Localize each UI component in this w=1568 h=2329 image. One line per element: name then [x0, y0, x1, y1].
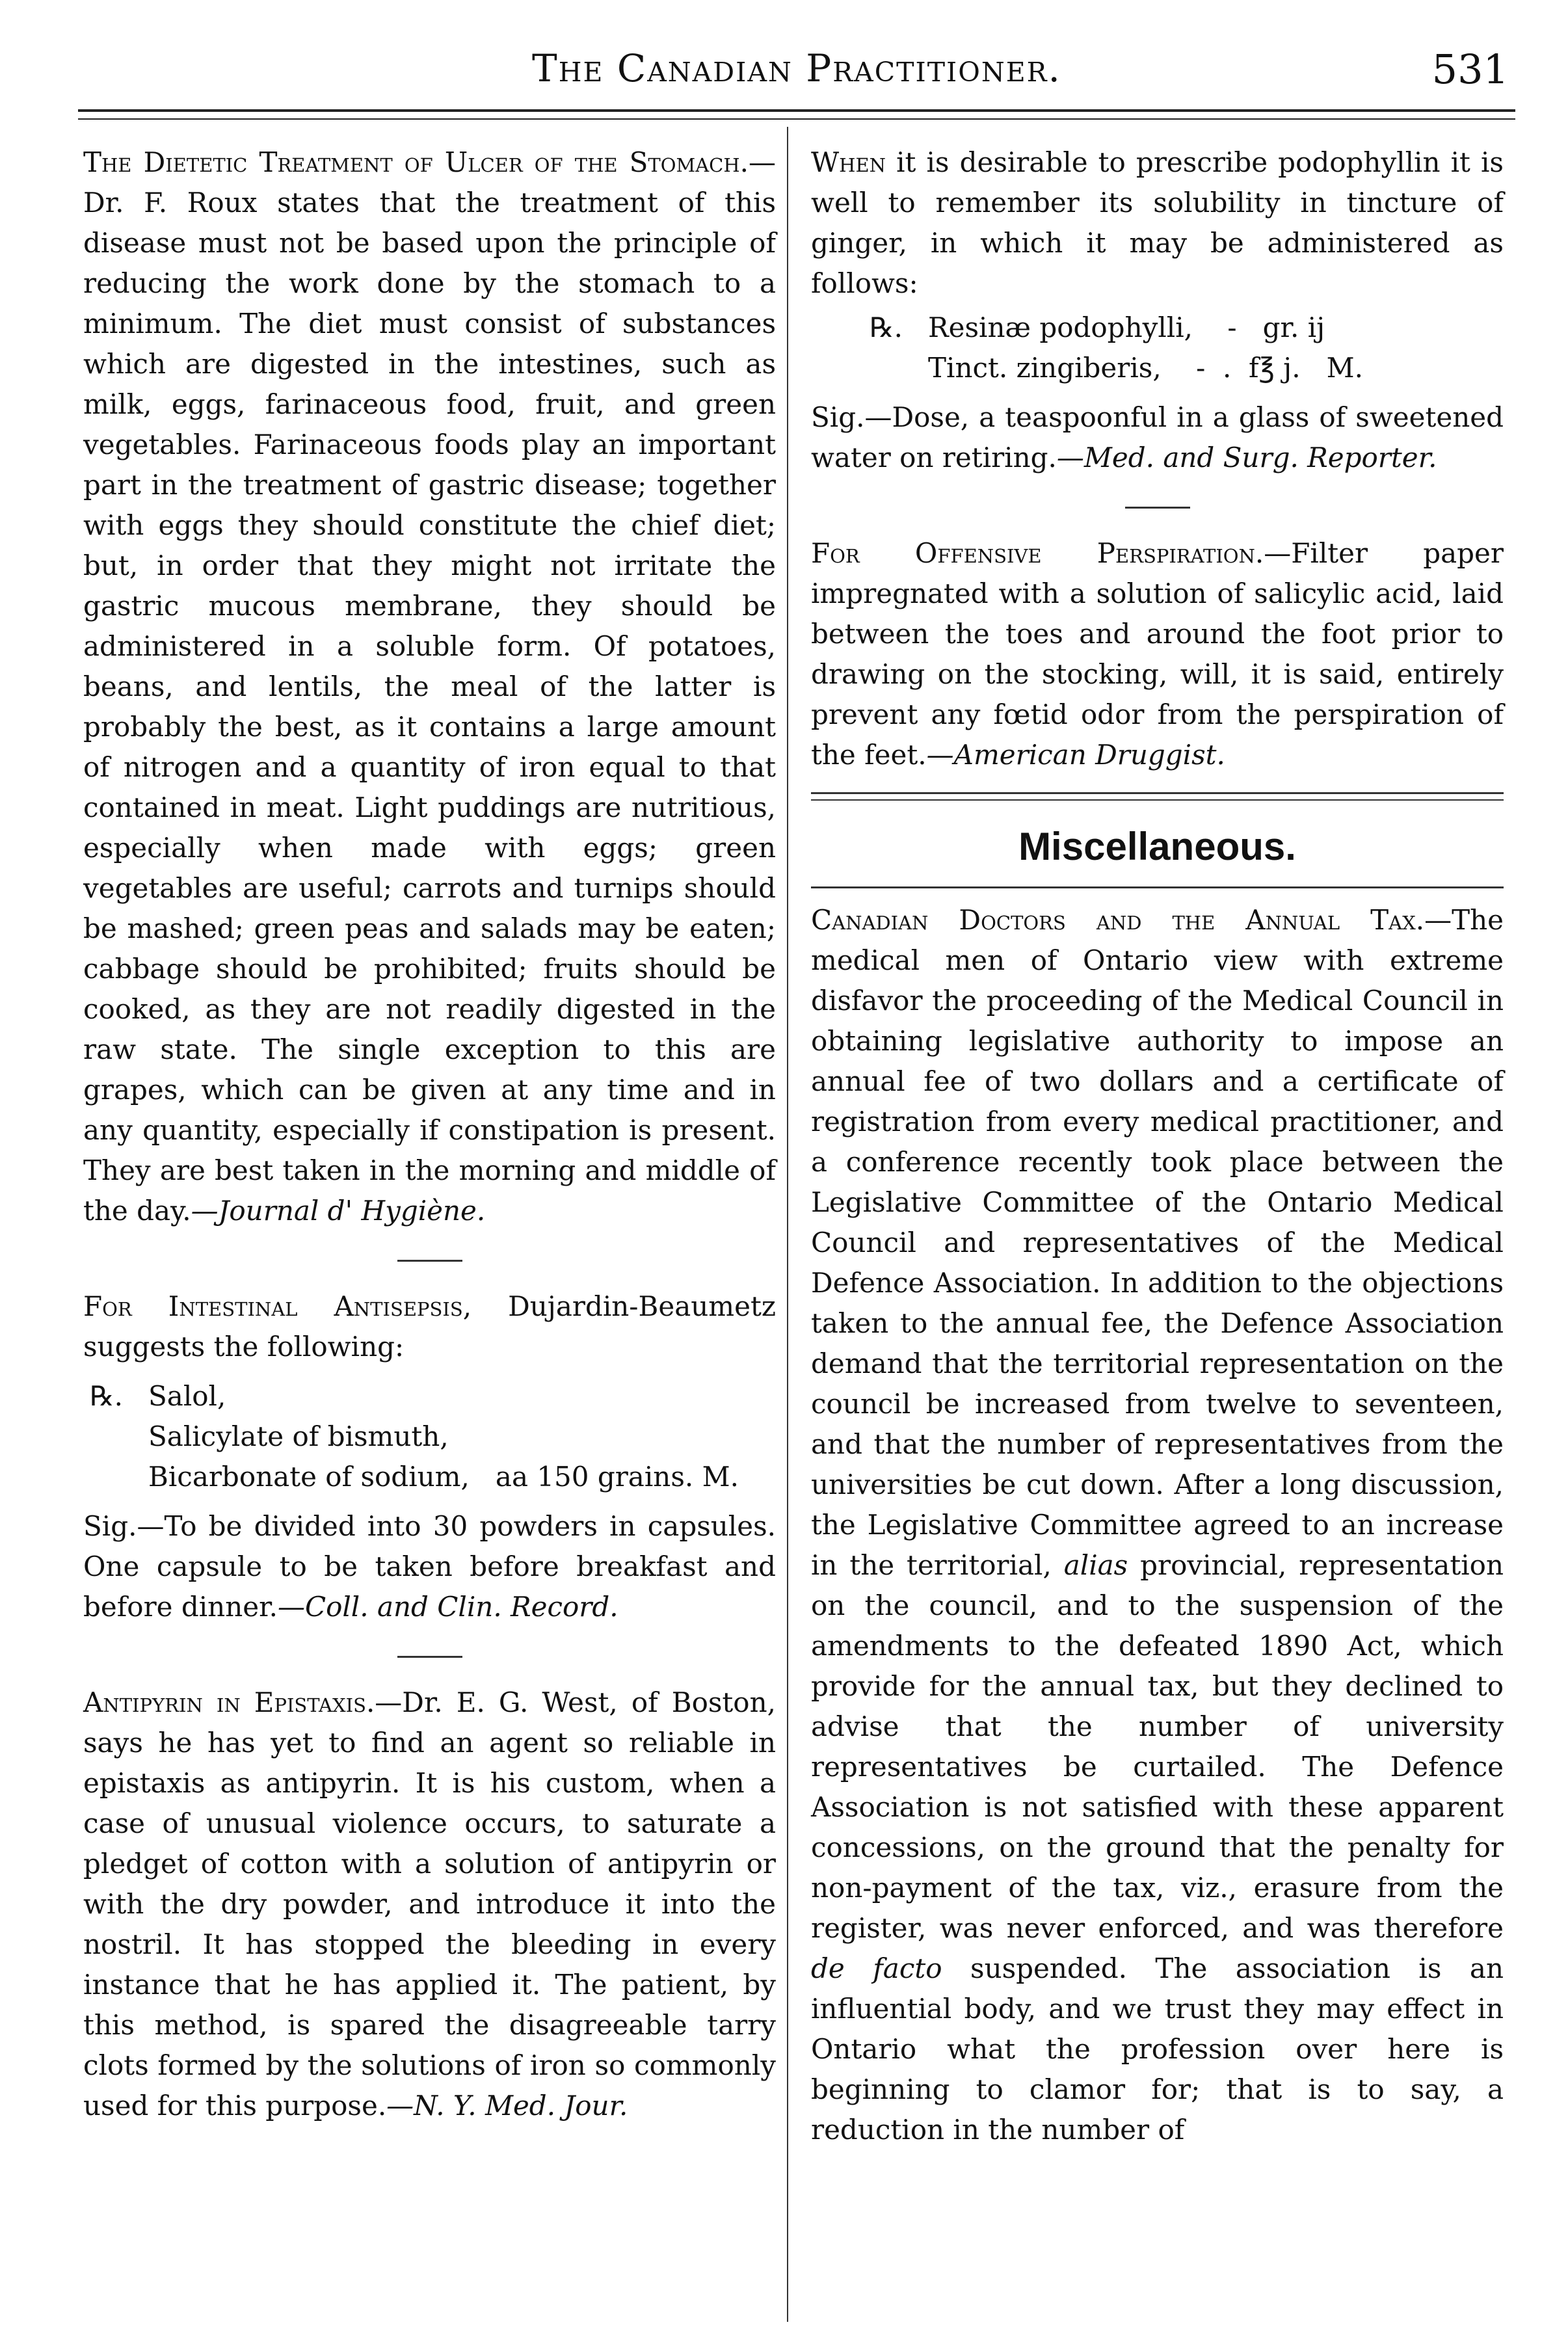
article-ulcer — [83, 142, 776, 1231]
article-body: —The medical men of Ontario view with extreme disfavor the proceeding of the Medical Council in obtaining legislative authority to impose an annual fee of two dollars and a certificate of registration from every medical practitioner, and a conference recently took place between the Legislative Committee of the Ontario Medical Council and representatives of the Medical Defence Association. In addition to the objections taken to the annual fee, the Defence Association demand that the territorial representation on the council be increased from twelve to seventeen, and that the number of representatives from the universities be cut down. After a long discussion, the Legislative Committee agreed to an increase in the territorial, — [811, 904, 1504, 1581]
article-body-continued: provincial, representation on the council, and to the suspension of the amendments to the defeated 1890 Act, which provide for the annual tax, but they declined to advise that the number of university representatives be curtailed. The Defence Association is not satisfied with these apparent concessions, on the ground that the penalty for non-payment of the tax, viz., erasure from the register, was never enforced, and was therefore — [811, 1549, 1504, 1944]
header-rule-thin — [78, 118, 1515, 120]
rx-symbol: ℞. — [90, 1380, 124, 1412]
prescription-line: Tinct. zingiberis, - . f℥ j. M. — [928, 352, 1363, 384]
article-body: it is desirable to prescribe podophyllin it is well to remember its solubility in tincture of ginger, in which it may be administered as follows: — [811, 146, 1504, 299]
section-rule-thin — [811, 799, 1504, 801]
article-podophyllin — [811, 142, 1504, 304]
column-divider — [787, 127, 788, 2322]
article-source: —American Druggist. — [926, 739, 1225, 771]
prescription-directions — [83, 1506, 776, 1627]
article-body: —Dr. E. G. West, of Boston, says he has yet to find an agent so reliable in epistaxis as antipyrin. It is his custom, when a case of unusual violence occurs, to saturate a pledget of cotton with a solution of antipyrin or with the dry powder, and introduce it into the nostril. It has stopped the bleeding in every instance that he has applied it. The patient, by this method, is spared the disagreeable tarry clots formed by the solutions of iron so commonly used for this purpose. — [83, 1686, 776, 2122]
article-heading: When — [811, 146, 886, 178]
header-rule-thick — [78, 109, 1515, 112]
article-heading: For Intestinal Antisepsis, — [83, 1290, 472, 1322]
section-title: Miscellaneous. — [1018, 825, 1296, 868]
running-title: The Canadian Practitioner. — [532, 46, 1061, 90]
italic-term: de facto — [811, 1952, 942, 1984]
italic-term: alias — [1063, 1549, 1128, 1581]
article-antisepsis — [83, 1286, 776, 1367]
article-source: —N. Y. Med. Jour. — [386, 2090, 628, 2122]
article-heading: The Dietetic Treatment of Ulcer of the Stomach. — [83, 146, 749, 178]
section-rule-thick — [811, 792, 1504, 794]
article-heading: Canadian Doctors and the Annual Tax. — [811, 904, 1425, 936]
page-number: 531 — [1431, 46, 1509, 93]
prescription-line: Bicarbonate of sodium, aa 150 grains. M. — [148, 1461, 739, 1493]
article-body-continued: suspended. The association is an influential body, and we trust they may effect in Ontario what the profession over here is beginning to clamor for; that is to say, a reduction in the number of — [811, 1952, 1504, 2146]
separator-rule — [397, 1656, 462, 1658]
prescription-antisepsis — [83, 1376, 776, 1497]
article-heading: For Offensive Perspiration. — [811, 537, 1264, 569]
article-source: —Journal d' Hygiène. — [191, 1195, 486, 1227]
running-head — [78, 33, 1515, 104]
rx-symbol: ℞. — [870, 312, 903, 343]
prescription-line: Salol, — [148, 1380, 226, 1412]
separator-rule — [397, 1260, 462, 1262]
article-source: —Coll. and Clin. Record. — [277, 1591, 618, 1623]
article-body: Dujardin-Beaumetz suggests the following: — [83, 1290, 776, 1363]
prescription-line: Salicylate of bismuth, — [148, 1420, 449, 1452]
section-title-rule — [811, 886, 1504, 888]
separator-rule — [1125, 507, 1190, 509]
article-annual-tax — [811, 900, 1504, 2150]
prescription-line: Resinæ podophylli, - gr. ij — [928, 312, 1325, 343]
left-column — [83, 133, 776, 2126]
sig-text: Sig.—Dose, a teaspoonful in a glass of sweetened water on retiring. — [811, 401, 1504, 473]
article-epistaxis — [83, 1683, 776, 2126]
right-column — [811, 133, 1504, 2150]
article-source: —Med. and Surg. Reporter. — [1056, 442, 1437, 473]
prescription-directions — [811, 397, 1504, 478]
article-body: —Dr. F. Roux states that the treatment of this disease must not be based upon the principle of reducing the work done by the stomach to a minimum. The diet must consist of substances which are digested in the intestines, such as milk, eggs, farinaceous food, fruit, and green vegetables. Farinaceous foods play an important part in the treatment of gastric disease; together with eggs they should constitute the chief diet; but, in order that they might not irritate the gastric mucous membrane, they should be administered in a soluble form. Of potatoes, beans, and lentils, the meal of the latter is probably the best, as it contains a large amount of nitrogen and a quantity of iron equal to that contained in meat. Light puddings are nutritious, especially when made with eggs; green vegetables are useful; carrots and turnips should be mashed; green peas and salads may be eaten; cabbage should be prohibited; fruits should be cooked, as they are not readily digested in the raw state. The single exception to this are grapes, which can be given at any time and in any quantity, especially if constipation is present. They are best taken in the morning and middle of the day. — [83, 146, 776, 1227]
article-perspiration — [811, 533, 1504, 775]
article-heading: Antipyrin in Epistaxis. — [83, 1686, 375, 1718]
prescription-podophyllin — [811, 308, 1504, 388]
sig-text: Sig.—To be divided into 30 powders in capsules. One capsule to be taken before breakfast and before dinner. — [83, 1510, 776, 1623]
article-body: —Filter paper impregnated with a solution of salicylic acid, laid between the toes and around the foot prior to drawing on the stocking, will, it is said, entirely prevent any fœtid odor from the perspiration of the feet. — [811, 537, 1504, 771]
